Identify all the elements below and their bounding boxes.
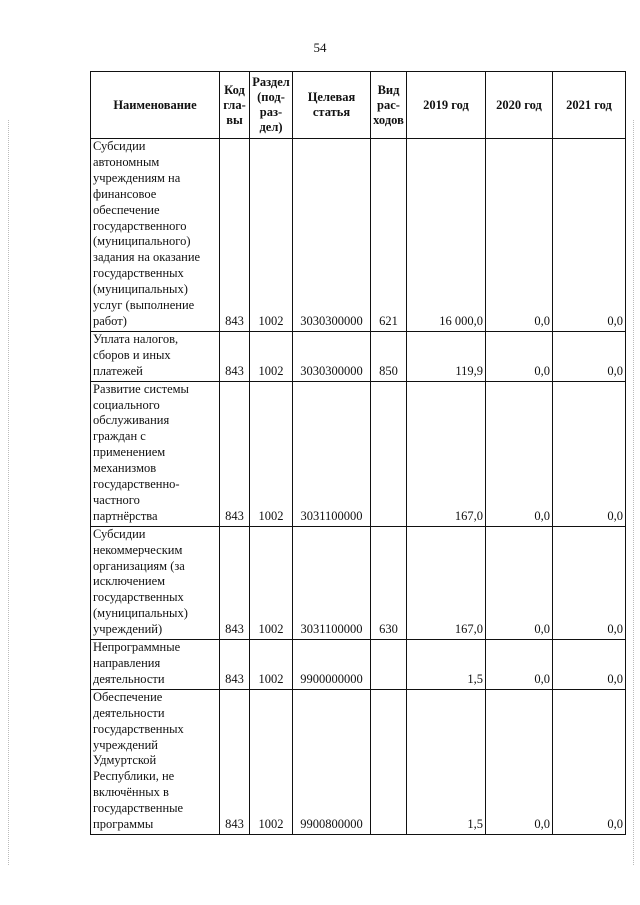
y2020-cell: 0,0 [486, 331, 553, 381]
table-row [91, 526, 626, 639]
header-article [293, 72, 371, 139]
y2020-cell: 0,0 [486, 689, 553, 834]
left-margin-artifact [8, 120, 9, 865]
section-cell: 1002 [250, 640, 293, 690]
name-line: Удмуртской [93, 753, 157, 768]
y2019-cell: 167,0 [407, 526, 486, 639]
name-line: задания на оказание [93, 250, 201, 265]
name-line: Субсидии [93, 139, 146, 153]
article-cell: 3031100000 [293, 526, 371, 639]
section-cell: 1002 [250, 689, 293, 834]
article-cell: 3030300000 [293, 331, 371, 381]
header-2020: 2020 год [486, 72, 553, 139]
name-line: государственных [93, 266, 184, 281]
name-cell [91, 381, 220, 526]
article-cell: 9900800000 [293, 689, 371, 834]
header-line: рас- [377, 97, 400, 112]
name-line: государственных [93, 721, 184, 736]
name-line: деятельности [93, 705, 165, 720]
name-line: государственно- [93, 477, 180, 492]
section-cell: 1002 [250, 331, 293, 381]
header-section [250, 72, 293, 139]
header-line: Вид [377, 82, 400, 97]
y2019-cell: 1,5 [407, 689, 486, 834]
name-line: государственного [93, 218, 187, 233]
name-cell [91, 331, 220, 381]
name-line: Обеспечение [93, 689, 163, 704]
name-line: деятельности [93, 671, 165, 686]
y2021-cell: 0,0 [553, 139, 626, 332]
name-line: Непрограммные [93, 640, 181, 655]
header-line: гла- [223, 97, 246, 112]
expense-cell: 630 [371, 526, 407, 639]
header-line: ходов [373, 112, 404, 127]
code-cell: 843 [220, 640, 250, 690]
name-line: автономным [93, 154, 160, 169]
name-cell [91, 139, 220, 332]
name-line: платежей [93, 363, 143, 378]
name-line: обслуживания [93, 413, 170, 428]
name-line: механизмов [93, 461, 157, 476]
name-line: обеспечение [93, 202, 160, 217]
name-line: Субсидии [93, 526, 146, 541]
name-line: учреждениям на [93, 170, 181, 185]
name-line: исключением [93, 574, 166, 589]
name-line: (муниципальных) [93, 282, 188, 297]
header-name: Наименование [91, 72, 220, 139]
name-line: услуг (выполнение [93, 298, 195, 313]
article-cell: 9900000000 [293, 640, 371, 690]
article-cell: 3031100000 [293, 381, 371, 526]
y2021-cell: 0,0 [553, 640, 626, 690]
y2020-cell: 0,0 [486, 526, 553, 639]
header-line: дел) [259, 120, 283, 134]
y2019-cell: 16 000,0 [407, 139, 486, 332]
name-line: учреждений) [93, 622, 163, 637]
name-line: некоммерческим [93, 542, 183, 557]
table-row [91, 381, 626, 526]
name-cell [91, 689, 220, 834]
y2021-cell: 0,0 [553, 526, 626, 639]
name-line: организациям (за [93, 558, 185, 573]
code-cell: 843 [220, 381, 250, 526]
y2020-cell: 0,0 [486, 640, 553, 690]
section-cell: 1002 [250, 526, 293, 639]
expense-cell: 621 [371, 139, 407, 332]
name-line: (муниципального) [93, 234, 191, 249]
name-line: применением [93, 445, 166, 460]
header-line: вы [226, 112, 243, 127]
header-line: Раздел [252, 75, 290, 89]
y2020-cell: 0,0 [486, 381, 553, 526]
table-row [91, 640, 626, 690]
table-row [91, 331, 626, 381]
code-cell: 843 [220, 139, 250, 332]
name-line: включённых в [93, 785, 169, 800]
name-line: (муниципальных) [93, 606, 188, 621]
name-line: частного [93, 492, 140, 507]
header-line: Целевая [307, 90, 356, 104]
budget-table [90, 71, 626, 835]
name-line: Республики, не [93, 769, 175, 784]
name-line: финансовое [93, 186, 157, 201]
name-line: партнёрства [93, 508, 158, 523]
name-line: работ) [93, 313, 127, 328]
page-number: 54 [313, 40, 327, 55]
code-cell: 843 [220, 526, 250, 639]
expense-cell: 850 [371, 331, 407, 381]
name-line: учреждений [93, 737, 158, 752]
article-cell: 3030300000 [293, 139, 371, 332]
name-cell [91, 640, 220, 690]
header-line: статья [312, 105, 351, 119]
y2021-cell: 0,0 [553, 689, 626, 834]
expense-cell [371, 381, 407, 526]
y2019-cell: 167,0 [407, 381, 486, 526]
header-row [91, 72, 626, 139]
name-cell [91, 526, 220, 639]
name-line: направления [93, 656, 161, 670]
y2019-cell: 119,9 [407, 331, 486, 381]
y2019-cell: 1,5 [407, 640, 486, 690]
name-line: Уплата налогов, [93, 331, 179, 346]
header-2021: 2021 год [553, 72, 626, 139]
header-line: раз- [259, 105, 283, 119]
section-cell: 1002 [250, 381, 293, 526]
y2020-cell: 0,0 [486, 139, 553, 332]
header-line: (под- [257, 90, 285, 104]
expense-cell [371, 640, 407, 690]
header-2019: 2019 год [407, 72, 486, 139]
name-line: сборов и иных [93, 347, 171, 362]
name-line: социального [93, 397, 160, 412]
name-line: Развитие системы [93, 381, 189, 396]
section-cell: 1002 [250, 139, 293, 332]
header-code [220, 72, 250, 139]
table-row [91, 139, 626, 332]
name-line: государственные [93, 801, 184, 816]
name-line: государственных [93, 590, 184, 605]
right-margin-artifact [633, 120, 634, 865]
expense-cell [371, 689, 407, 834]
code-cell: 843 [220, 331, 250, 381]
header-line: Код [224, 82, 245, 97]
y2021-cell: 0,0 [553, 331, 626, 381]
name-line: граждан с [93, 429, 146, 444]
y2021-cell: 0,0 [553, 381, 626, 526]
name-line: программы [93, 817, 154, 832]
table-row [91, 689, 626, 834]
header-expense [371, 72, 407, 139]
code-cell: 843 [220, 689, 250, 834]
